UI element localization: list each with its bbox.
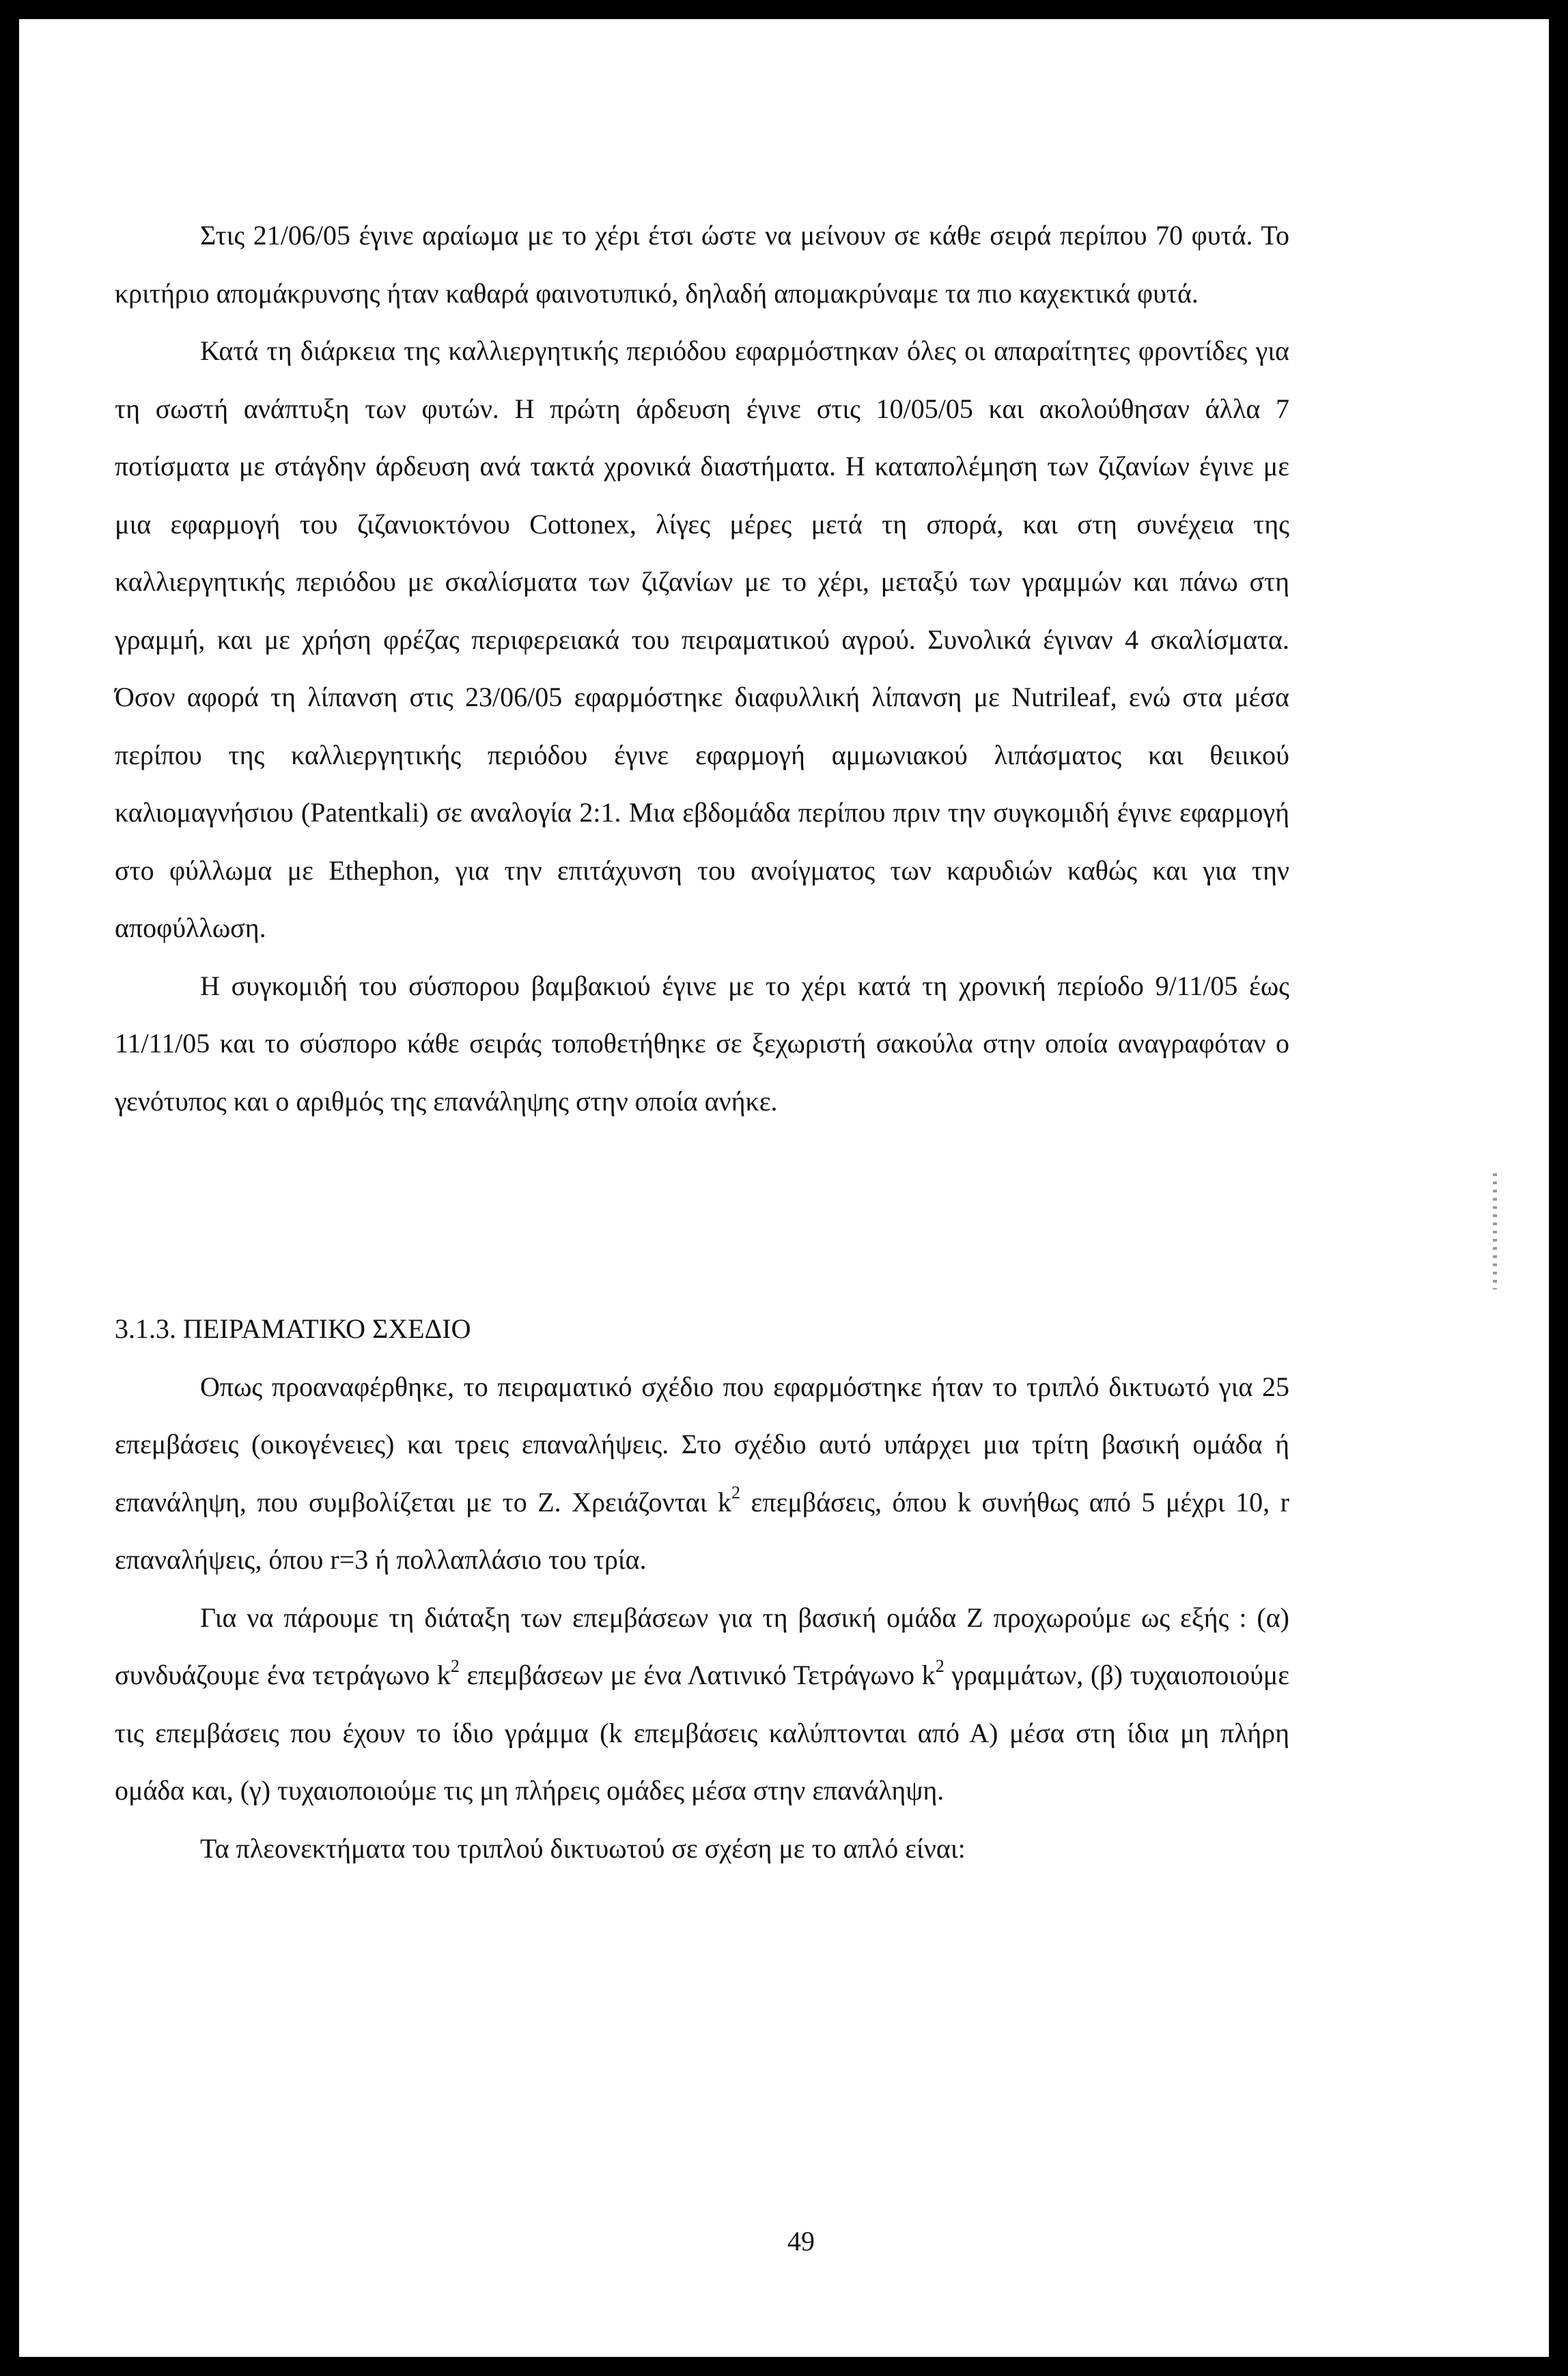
paragraph-harvest: Η συγκομιδή του σύσπορου βαμβακιού έγινε με το χέρι κατά τη χρονική περίοδο 9/11/05 έως 11/11/05 και το σύσπορο κάθε σειράς τοποθετήθηκε σε ξεχωριστή σακούλα στην οποία αναγραφόταν ο γενότυπος και ο αριθμός της επανάληψης στην οποία ανήκε. [115, 970, 1289, 1117]
text-segment: γραμμάτων, (β) τυχαιοποιούμε τις επεμβάσεις που έχουν το ίδιο γράμμα (k επεμβάσεις καλύπτονται από Α) μέσα στη ίδια μη πλήρη ομάδα και, (γ) τυχαιοποιούμε τις μη πλήρεις ομάδες μέσα στην επανάληψη. [115, 1660, 1290, 1806]
section-heading [115, 1300, 1289, 1358]
section-title: ΠΕΙΡΑΜΑΤΙΚΟ ΣΧΕΔΙΟ [183, 1313, 471, 1344]
text-segment: Οπως προαναφέρθηκε, το πειραματικό σχέδιο που εφαρμόστηκε ήταν το τριπλό δικτυωτό για 25 επεμβάσεις (οικογένειες) και τρεις επαναλήψεις. Στο σχέδιο αυτό υπάρχει μια τρίτη βασική ομάδα ή επανάληψη, που συμβολίζεται με το Ζ. Χρειάζονται k [115, 1371, 1289, 1518]
page-number: 49 [787, 2226, 815, 2256]
section-number: 3.1.3. [115, 1313, 176, 1344]
paragraph-cultivation-care: Κατά τη διάρκεια της καλλιεργητικής περιόδου εφαρμόστηκαν όλες οι απαραίτητες φροντίδες για τη σωστή ανάπτυξη των φυτών. Η πρώτη άρδευση έγινε στις 10/05/05 και ακολούθησαν άλλα 7 ποτίσματα με στάγδην άρδευση ανά τακτά χρονικά διαστήματα. Η καταπολέμηση των ζιζανίων έγινε με μια εφαρμογή του ζιζανιοκτόνου Cottonex, λίγες μέρες μετά τη σπορά, και στη συνέχεια της καλλιεργητικής περιόδου με σκαλίσματα των ζιζανίων με το χέρι, μεταξύ των γραμμών και πάνω στη γραμμή, και με χρήση φρέζας περιφερειακά του πειραματικού αγρού. Συνολικά έγιναν 4 σκαλίσματα. Όσον αφορά τη λίπανση στις 23/06/05 εφαρμόστηκε διαφυλλική λίπανση με Nutrileaf, ενώ στα μέσα περίπου της καλλιεργητικής περιόδου έγινε εφαρμογή αμμωνιακού λιπάσματος και θειικού καλιομαγνήσιου (Patentkali) σε αναλογία 2:1. Μια εβδομάδα περίπου πριν την συγκομιδή έγινε εφαρμογή στο φύλλωμα με Ethephon, για την επιτάχυνση του ανοίγματος των καρυδιών καθώς και για την αποφύλλωση. [115, 335, 1289, 943]
text-segment: επεμβάσεις, όπου k συνήθως από 5 μέχρι 10, r επαναλήψεις, όπου r=3 ή πολλαπλάσιο του τρία. [115, 1486, 1289, 1575]
document-page [19, 19, 1549, 2357]
text-segment: επεμβάσεων με ένα Λατινικό Τετράγωνο k [459, 1660, 936, 1690]
superscript: 2 [935, 1655, 944, 1676]
superscript: 2 [450, 1655, 460, 1676]
scan-artifact [1493, 1173, 1497, 1289]
paragraph-experimental-design [115, 1358, 1289, 1589]
paragraph-advantages: Τα πλεονεκτήματα του τριπλού δικτυωτού σε σχέση με το απλό είναι: [200, 1832, 966, 1864]
text-segment: Για να πάρουμε τη διάταξη των επεμβάσεων για τη βασική ομάδα Ζ προχωρούμε ως εξής : (α) συνδυάζουμε ένα τετράγωνο k [115, 1602, 1289, 1690]
superscript: 2 [731, 1483, 741, 1503]
document-body [115, 207, 1289, 1877]
paragraph-thinning: Στις 21/06/05 έγινε αραίωμα με το χέρι έτσι ώστε να μείνουν σε κάθε σειρά περίπου 70 φυτά. Το κριτήριο απομάκρυνσης ήταν καθαρά φαινοτυπικό, δηλαδή απομακρύναμε τα πιο καχεκτικά φυτά. [115, 220, 1289, 309]
paragraph-layout-procedure [115, 1589, 1289, 1820]
